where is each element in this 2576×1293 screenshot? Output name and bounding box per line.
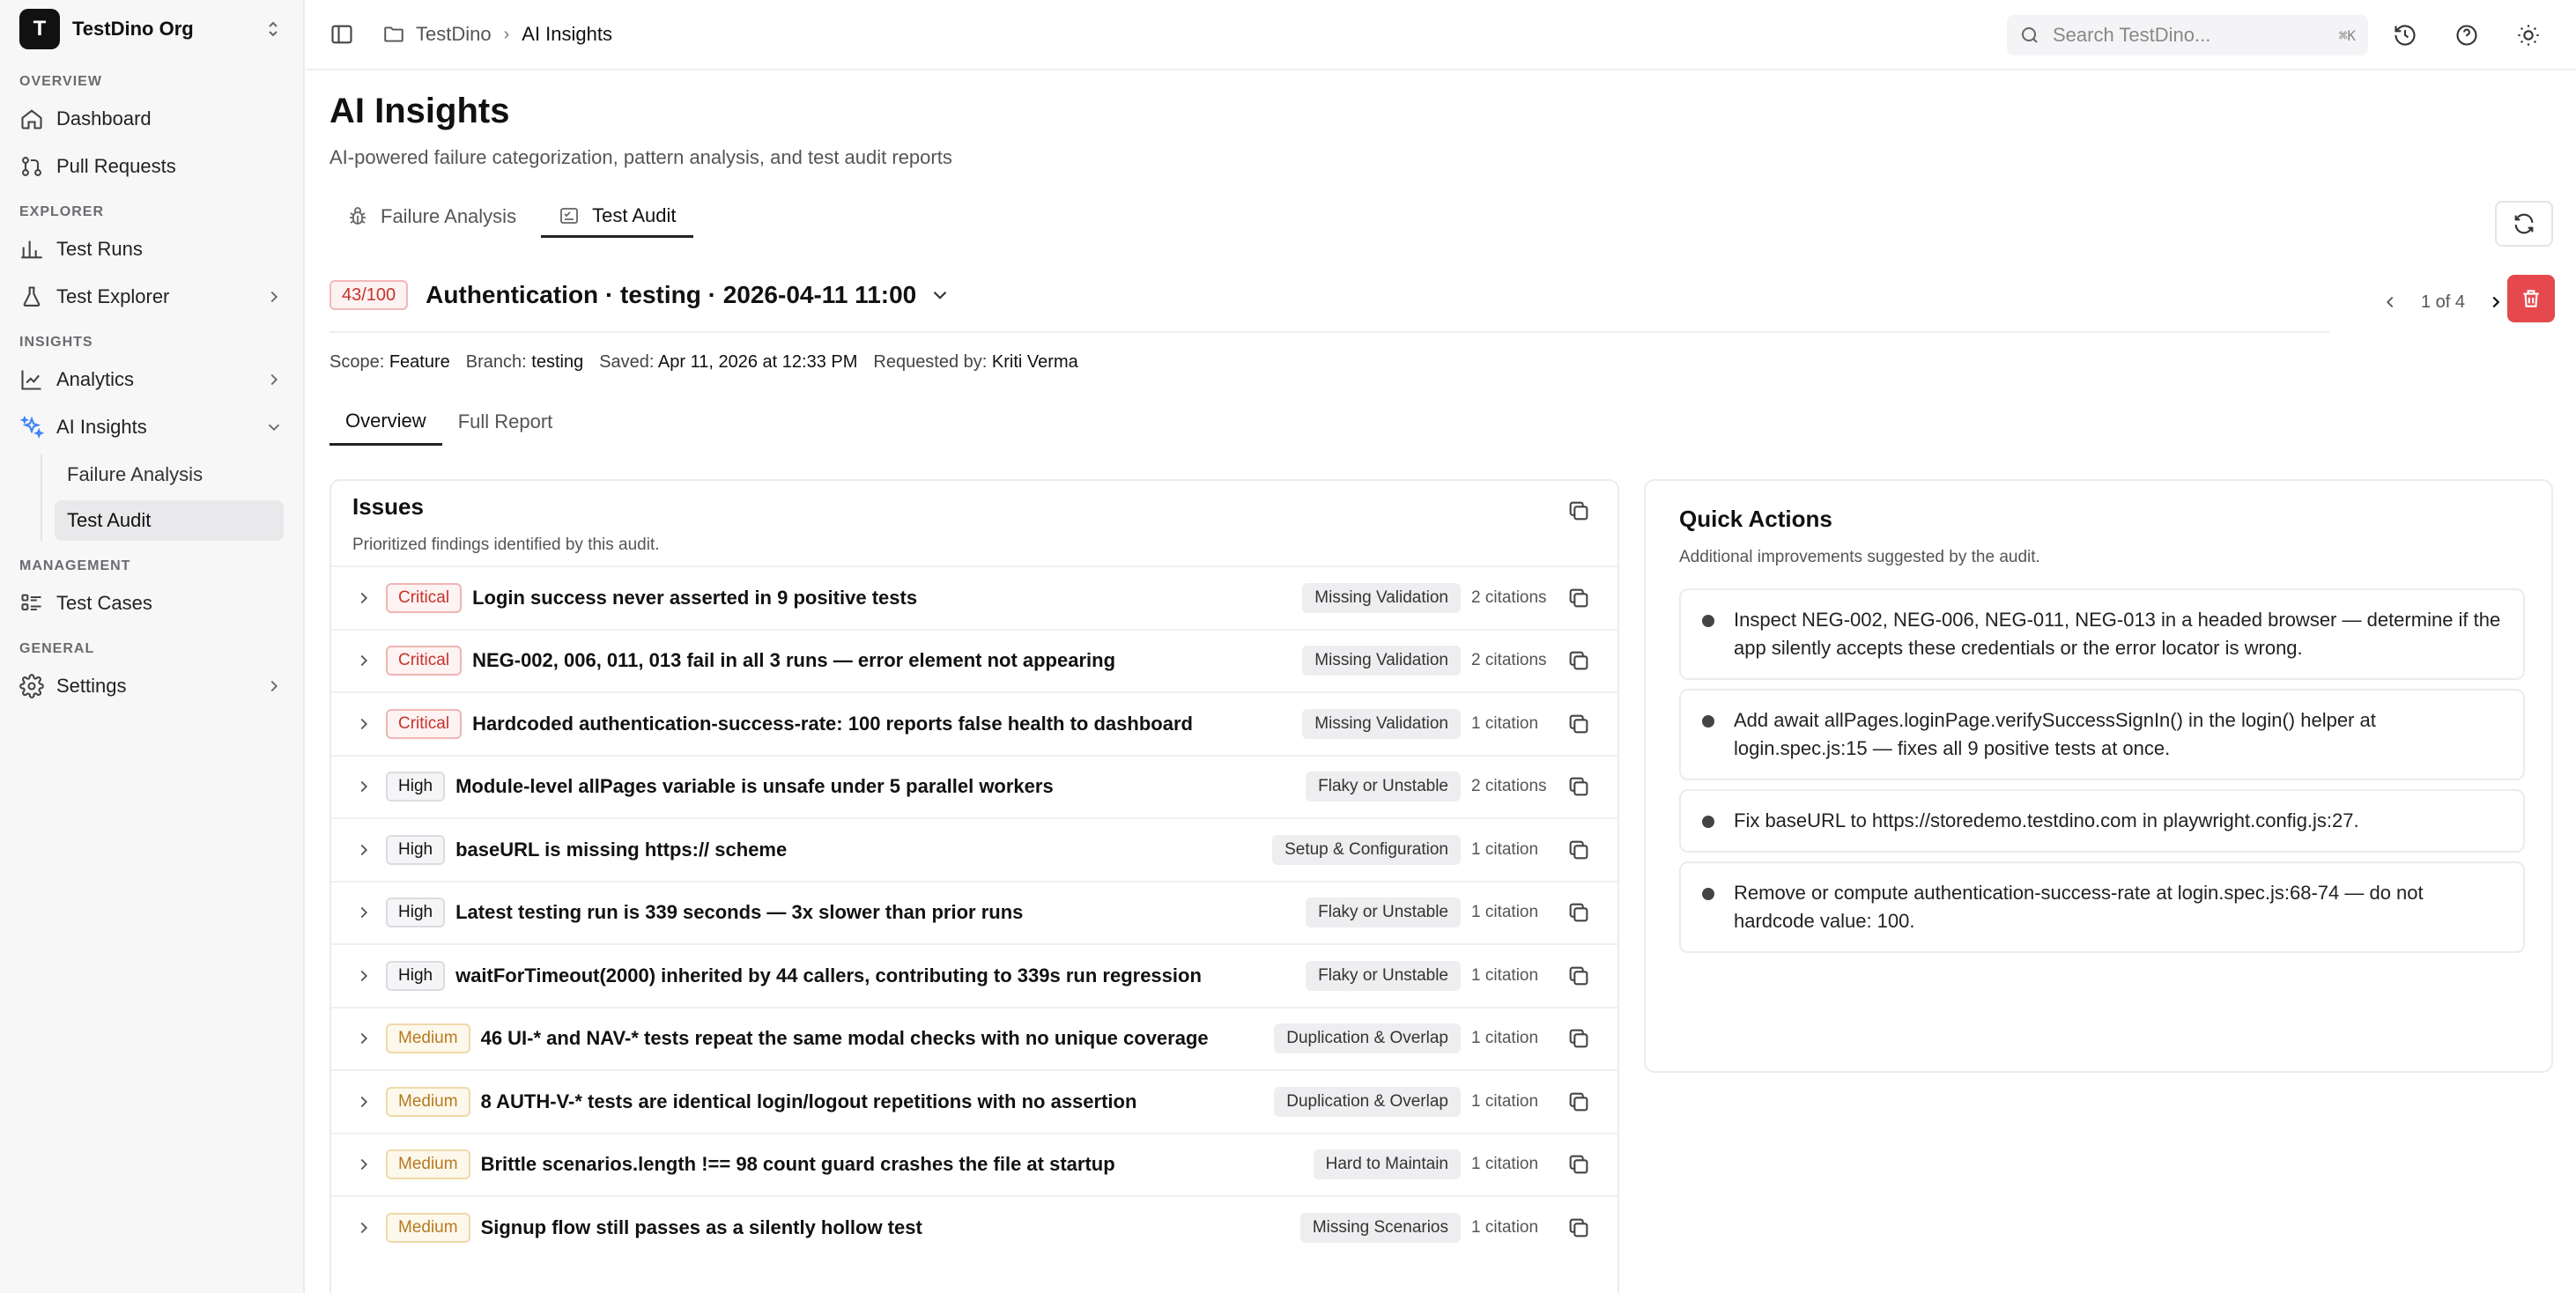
category-badge: Duplication & Overlap (1274, 1087, 1461, 1117)
citation-count: 1 citation (1471, 839, 1539, 859)
issue-row[interactable] (331, 629, 1617, 692)
clipboard-check-icon (559, 205, 580, 226)
section-insights: INSIGHTS (19, 335, 93, 350)
sidebar (0, 0, 305, 1293)
category-badge: Missing Validation (1302, 646, 1461, 676)
audit-score-badge: 43/100 (329, 280, 408, 310)
page-subtitle: AI-powered failure categorization, pattern analysis, and test audit reports (329, 146, 952, 168)
issue-title: 8 AUTH-V-* tests are identical login/logout repetitions with no assertion (480, 1090, 1137, 1112)
audit-meta (329, 352, 1094, 373)
quick-action-text: Inspect NEG-002, NEG-006, NEG-011, NEG-013 in a headed browser — determine if the app silently accepts these credentials or the error locator is wrong. (1734, 609, 2501, 659)
citation-count: 2 citations (1471, 777, 1547, 796)
quick-actions-title: Quick Actions (1679, 506, 1832, 532)
sidebar-item-label: Test Explorer (56, 285, 170, 307)
issues-card (329, 479, 1619, 1293)
category-badge: Flaky or Unstable (1306, 772, 1461, 802)
search-shortcut: ⌘K (2338, 26, 2356, 44)
sidebar-item-settings[interactable] (19, 666, 284, 706)
chevron-left-icon[interactable] (2380, 292, 2400, 312)
chevron-right-icon[interactable] (354, 1029, 374, 1048)
quick-action-text: Remove or compute authentication-success-rate at login.spec.js:68-74 — do not hardcode value: 100. (1734, 882, 2424, 932)
category-badge: Flaky or Unstable (1306, 898, 1461, 927)
chevron-right-icon (264, 676, 284, 696)
audit-pager (2380, 280, 2506, 324)
issue-row[interactable] (331, 1069, 1617, 1133)
copy-icon[interactable] (1566, 1152, 1591, 1177)
category-badge: Setup & Configuration (1272, 835, 1461, 865)
chevron-right-icon[interactable] (2486, 292, 2506, 312)
citation-count: 1 citation (1471, 1217, 1539, 1237)
chevron-right-icon[interactable] (354, 1155, 374, 1174)
chevron-right-icon[interactable] (354, 714, 374, 734)
severity-badge: Medium (386, 1087, 470, 1117)
quick-actions-card (1644, 479, 2553, 1073)
citation-count: 2 citations (1471, 587, 1547, 607)
meta-branch: Branch: testing (465, 352, 584, 372)
quick-actions-subtitle: Additional improvements suggested by the audit. (1679, 548, 2040, 566)
search-icon (2019, 25, 2040, 46)
trash-icon (2520, 287, 2543, 310)
breadcrumb-current: AI Insights (522, 23, 612, 45)
main-content (307, 72, 2576, 1293)
chevron-down-icon (929, 284, 951, 307)
sidebar-item-label: AI Insights (56, 416, 147, 438)
issue-row[interactable] (331, 1007, 1617, 1070)
copy-icon[interactable] (1566, 900, 1591, 925)
chevron-right-icon[interactable] (354, 966, 374, 986)
chevron-down-icon (264, 417, 284, 437)
sidebar-item-pull-requests[interactable] (19, 146, 284, 187)
issue-title: 46 UI-* and NAV-* tests repeat the same modal checks with no unique coverage (480, 1027, 1209, 1050)
flask-icon (19, 284, 44, 309)
sparkles-icon (19, 415, 44, 440)
severity-badge: Medium (386, 1149, 470, 1179)
refresh-icon (2512, 211, 2536, 236)
folder-icon (382, 23, 405, 46)
category-badge: Missing Scenarios (1300, 1213, 1461, 1243)
copy-icon[interactable] (1566, 648, 1591, 673)
chevron-right-icon (264, 370, 284, 389)
issue-row[interactable] (331, 881, 1617, 944)
category-badge: Flaky or Unstable (1306, 961, 1461, 991)
divider (329, 331, 2329, 333)
severity-badge: High (386, 961, 445, 991)
issue-row[interactable] (331, 817, 1617, 881)
breadcrumb (382, 23, 612, 46)
citation-count: 1 citation (1471, 1091, 1539, 1111)
pager-text: 1 of 4 (2420, 292, 2465, 312)
copy-icon[interactable] (1566, 1026, 1591, 1051)
sidebar-item-analytics[interactable] (19, 359, 284, 400)
sidebar-item-label: Pull Requests (56, 155, 176, 177)
citation-count: 1 citation (1471, 713, 1539, 733)
gear-icon (19, 674, 44, 698)
tab-label: Test Audit (592, 203, 677, 226)
severity-badge: Medium (386, 1213, 470, 1243)
severity-badge: High (386, 772, 445, 802)
severity-badge: High (386, 898, 445, 927)
category-badge: Duplication & Overlap (1274, 1023, 1461, 1053)
insights-tabs (329, 196, 700, 238)
meta-requested: Requested by: Kriti Verma (873, 352, 1078, 372)
search-input[interactable] (2053, 24, 2339, 47)
severity-badge: High (386, 835, 445, 865)
issue-row[interactable] (331, 755, 1617, 818)
sidebar-item-label: Analytics (56, 368, 135, 390)
org-switcher[interactable] (19, 0, 284, 58)
audit-name: Authentication · testing · 2026-04-11 11:00 (426, 281, 917, 308)
quick-action-item (1679, 861, 2525, 953)
issues-subtitle: Prioritized findings identified by this audit. (352, 536, 660, 554)
quick-actions-list (1679, 588, 2525, 962)
list-checks-icon (19, 591, 44, 616)
quick-action-text: Add await allPages.loginPage.verifySuccessSignIn() in the login() helper at login.spec.js:15 — fixes all 9 positive tests at once. (1734, 709, 2376, 759)
bar-chart-icon (19, 237, 44, 262)
subtab-overview[interactable]: Overview (329, 398, 442, 446)
topbar (307, 0, 2576, 70)
category-badge: Hard to Maintain (1314, 1149, 1461, 1179)
issue-title: Login success never asserted in 9 positive tests (472, 586, 918, 609)
sidebar-item-label: Test Runs (56, 238, 143, 260)
issue-row[interactable] (331, 1195, 1617, 1259)
bullet-icon (1702, 715, 1714, 728)
section-general: GENERAL (19, 641, 95, 656)
citation-count: 1 citation (1471, 965, 1539, 985)
home-icon (19, 107, 44, 131)
search-box[interactable] (2007, 15, 2368, 55)
bullet-icon (1702, 615, 1714, 627)
issue-title: Signup flow still passes as a silently hollow test (480, 1215, 922, 1238)
meta-scope: Scope: Feature (329, 352, 450, 372)
sidebar-subitem-failure-analysis[interactable]: Failure Analysis (67, 463, 204, 485)
sidebar-subitem-test-audit[interactable]: Test Audit (55, 500, 284, 541)
bug-icon (347, 206, 368, 227)
copy-icon[interactable] (1566, 499, 1591, 523)
issue-title: baseURL is missing https:// scheme (455, 838, 788, 861)
chevron-right-icon[interactable] (354, 1218, 374, 1238)
chevron-right-icon[interactable] (354, 903, 374, 922)
ai-insights-submenu (41, 454, 284, 541)
issue-row[interactable] (331, 943, 1617, 1007)
issue-title: Brittle scenarios.length !== 98 count guard crashes the file at startup (480, 1153, 1115, 1176)
category-badge: Missing Validation (1302, 709, 1461, 739)
sidebar-item-ai-insights[interactable] (19, 407, 284, 447)
sidebar-item-label: Test Cases (56, 592, 152, 614)
copy-icon[interactable] (1566, 838, 1591, 862)
citation-count: 2 citations (1471, 651, 1547, 670)
tab-test-audit[interactable] (541, 196, 693, 238)
line-chart-icon (19, 367, 44, 392)
subtab-full-report[interactable]: Full Report (457, 410, 553, 432)
issue-title: Hardcoded authentication-success-rate: 100 reports false health to dashboard (472, 712, 1193, 735)
git-pull-request-icon (19, 154, 44, 179)
copy-icon[interactable] (1566, 1090, 1591, 1114)
sidebar-item-test-runs[interactable] (19, 229, 284, 270)
breadcrumb-link-testdino[interactable]: TestDino (416, 23, 492, 45)
issue-title: NEG-002, 006, 011, 013 fail in all 3 runs — error element not appearing (472, 649, 1116, 672)
sidebar-toggle-icon[interactable] (329, 22, 354, 47)
chevron-right-icon[interactable] (354, 777, 374, 796)
sidebar-item-test-cases[interactable] (19, 583, 284, 624)
issue-list (331, 565, 1617, 1259)
org-name: TestDino Org (72, 18, 194, 40)
citation-count: 1 citation (1471, 1029, 1539, 1048)
issues-title: Issues (352, 493, 424, 520)
chevron-right-icon[interactable] (354, 840, 374, 860)
citation-count: 1 citation (1471, 903, 1539, 922)
chevron-right-icon[interactable] (354, 1092, 374, 1112)
history-icon[interactable] (2393, 23, 2417, 48)
refresh-button[interactable] (2495, 201, 2553, 247)
quick-action-item (1679, 588, 2525, 680)
bullet-icon (1702, 888, 1714, 900)
org-logo: T (19, 9, 60, 49)
delete-audit-button[interactable] (2507, 275, 2555, 322)
sidebar-item-label: Settings (56, 675, 127, 697)
section-overview: OVERVIEW (19, 74, 102, 89)
meta-saved: Saved: Apr 11, 2026 at 12:33 PM (599, 352, 858, 372)
copy-icon[interactable] (1566, 1215, 1591, 1240)
issue-row[interactable] (331, 1133, 1617, 1196)
sidebar-item-dashboard[interactable] (19, 99, 284, 139)
sidebar-item-label: Dashboard (56, 107, 152, 129)
audit-selector[interactable] (329, 280, 951, 310)
quick-action-item (1679, 689, 2525, 780)
issue-row[interactable] (331, 691, 1617, 755)
help-icon[interactable] (2454, 23, 2479, 48)
chevron-right-icon[interactable] (354, 651, 374, 670)
sun-icon[interactable] (2516, 23, 2541, 48)
severity-badge: Critical (386, 583, 462, 613)
tab-label: Failure Analysis (381, 205, 517, 227)
quick-action-item (1679, 789, 2525, 853)
citation-count: 1 citation (1471, 1155, 1539, 1174)
category-badge: Missing Validation (1302, 583, 1461, 613)
tab-failure-analysis[interactable] (329, 196, 534, 238)
audit-subtabs (329, 398, 568, 446)
section-management: MANAGEMENT (19, 558, 131, 573)
sidebar-item-test-explorer[interactable] (19, 277, 284, 317)
severity-badge: Critical (386, 709, 462, 739)
section-explorer: EXPLORER (19, 204, 105, 219)
page-title: AI Insights (329, 92, 510, 130)
bullet-icon (1702, 816, 1714, 828)
issue-title: Module-level allPages variable is unsafe under 5 parallel workers (455, 775, 1054, 798)
issue-title: Latest testing run is 339 seconds — 3x slower than prior runs (455, 901, 1024, 924)
severity-badge: Critical (386, 646, 462, 676)
copy-icon[interactable] (1566, 586, 1591, 610)
breadcrumb-separator: › (503, 24, 510, 44)
chevron-right-icon[interactable] (354, 588, 374, 608)
copy-icon[interactable] (1566, 712, 1591, 736)
severity-badge: Medium (386, 1023, 470, 1053)
copy-icon[interactable] (1566, 964, 1591, 988)
copy-icon[interactable] (1566, 774, 1591, 799)
chevron-right-icon (264, 287, 284, 307)
issue-title: waitForTimeout(2000) inherited by 44 callers, contributing to 339s run regression (455, 964, 1202, 986)
chevron-up-down-icon (263, 18, 284, 40)
issue-row[interactable] (331, 565, 1617, 629)
quick-action-text: Fix baseURL to https://storedemo.testdino.com in playwright.config.js:27. (1734, 809, 2359, 831)
